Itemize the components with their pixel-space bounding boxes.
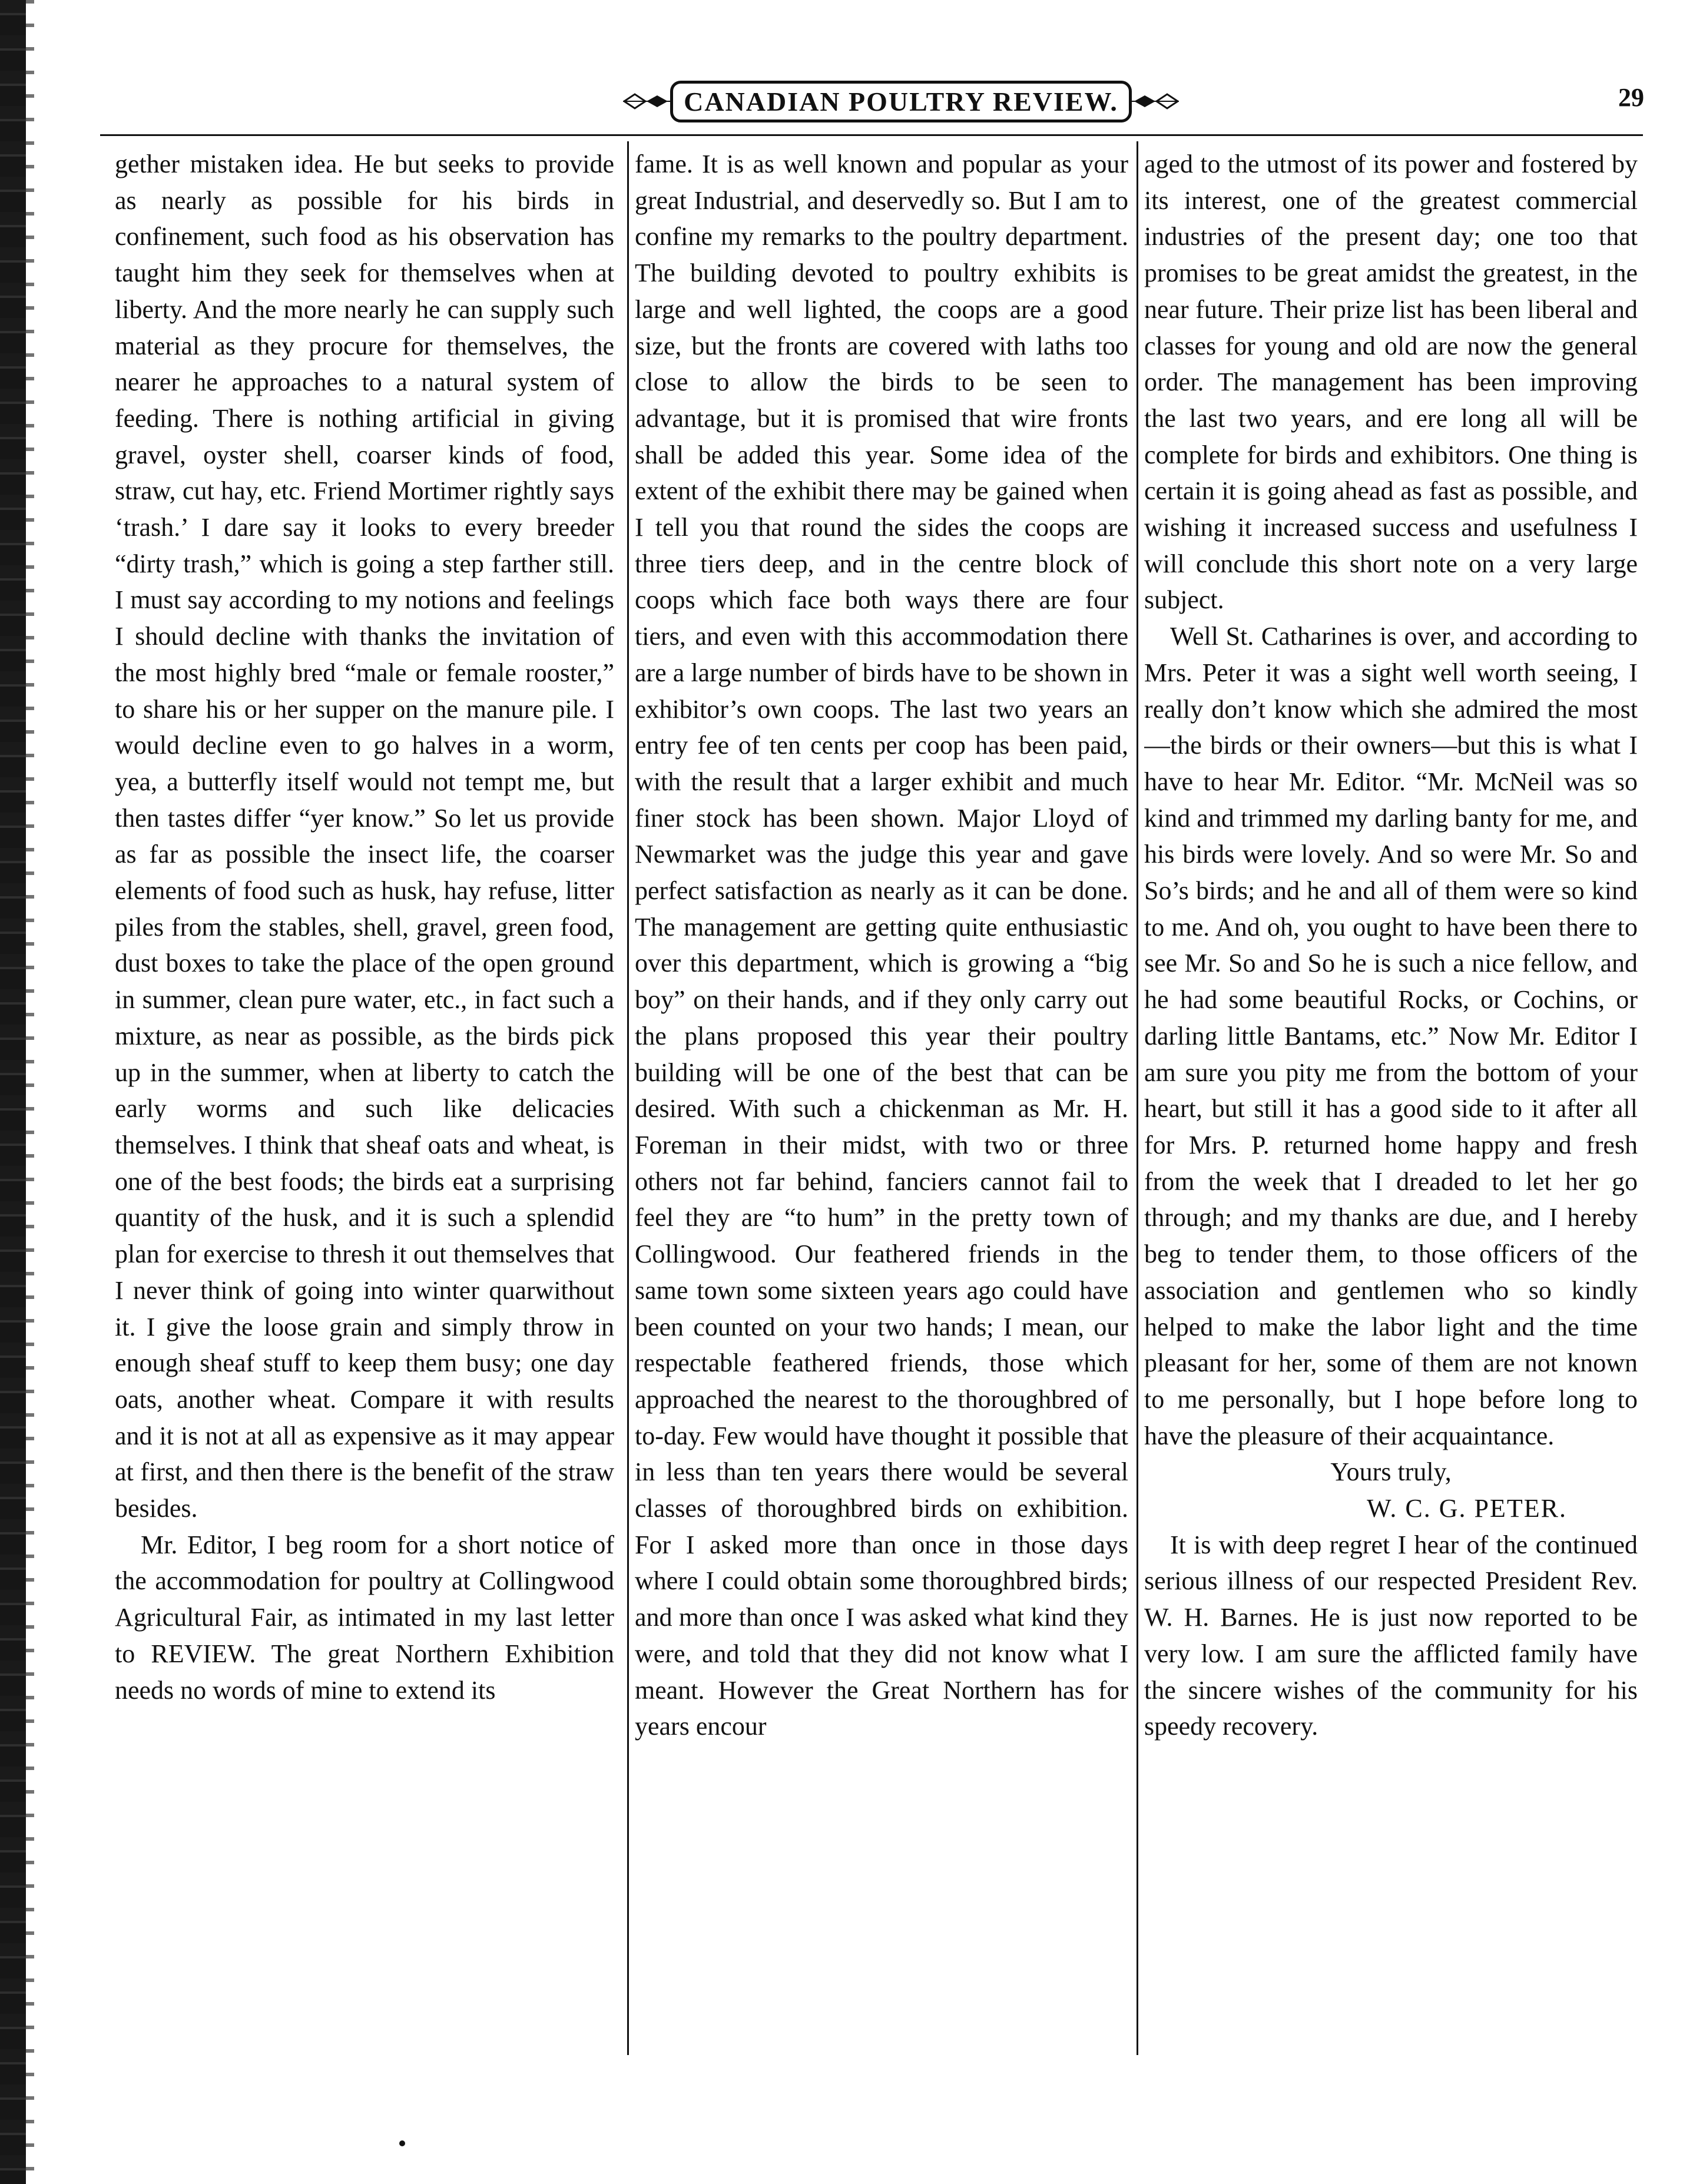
signature: W. C. G. PETER. [1366,1494,1567,1523]
page-number: 29 [1618,83,1644,112]
paragraph: aged to the utmost of its power and fostered by its interest, one of the greatest commercial industries of the present day; one too that promises to be great amidst the greatest, in the near future. Their prize list has been liberal and classes for young and old are now the general order. The management has been improving the last two years, and ere long all will be complete for birds and exhibitors. One thing is certain it is going ahead as fast as possible, and wishing it increased success and usefulness I will conclude this short note on a very large subject. [1144,150,1638,615]
binding-shadow [26,0,34,2184]
print-speck [399,2140,405,2146]
paragraph: fame. It is as well known and popular as your great Industrial, and deservedly so. But I am to confine my remarks to the poultry department. The building devoted to poultry exhibits is large and well lighted, the coops are a good size, but the fronts are covered with laths too close to allow the birds to be seen to advantage, but it is promised that wire fronts shall be added this year. Some idea of the extent of the exhibit there may be gained when I tell you that round the sides the coops are three tiers deep, and in the centre block of coops which face both ways there are four tiers, and even with this accommodation there are a large number of birds have to be shown in exhibitor’s own coops. The last two years an entry fee of ten cents per coop has been paid, with the result that a larger exhibit and much finer stock has been shown. Major Lloyd of Newmarket was the judge this year and gave perfect satisfaction as nearly as it can be done. The management are getting quite enthusiastic over this department, which is growing a “big boy” on their hands, and if they only carry out the plans proposed this year their poultry building will be one of the best that can be desired. With such a chickenman as Mr. H. Foreman in their midst, with two or three others not far behind, fanciers cannot fail to feel they are “to hum” in the pretty town of Collingwood. Our feathered friends in the same town some sixteen years ago could have been counted on your two hands; I mean, our respectable feathered friends, those which approached the nearest to the thoroughbred of to-day. Few would have thought it possible that in less than ten years there would be several classes of thoroughbred birds on exhibition. For I asked more than once in those days where I could obtain some thoroughbred birds; and more than once I was asked what kind they were, and told that they did not know what I meant. However the Great Northern has for years encour [635,150,1128,1741]
column-1 [115,146,614,2060]
masthead [618,77,1184,126]
postscript: It is with deep regret I hear of the continued serious illness of our respected President Rev. W. H. Barnes. He is just now reported to be very low. I am sure the afflicted family have the sincere wishes of the community for his speedy recovery. [1144,1530,1638,1741]
paragraph: gether mistaken idea. He but seeks to provide as nearly as possible for his birds in confinement, such food as his observation has taught him they seek for themselves when at liberty. And the more nearly he can supply such material as they procure for themselves, the nearer he approaches to a natural system of feeding. There is nothing artificial in giving gravel, oyster shell, coarser kinds of food, straw, cut hay, etc. Friend Mortimer rightly says ‘trash.’ I dare say it looks to every breeder “dirty trash,” which is going a step farther still. I must say according to my notions and feelings I should decline with thanks the invitation of the most highly bred “male or female rooster,” to share his or her supper on the manure pile. I would decline even to go halves in a worm, yea, a butterfly itself would not tempt me, but then tastes differ “yer know.” So let us provide as far as possible the insect life, the coarser elements of food such as husk, hay refuse, litter piles from the stables, shell, gravel, green food, dust boxes to take the place of the open ground in summer, clean pure water, etc., in fact such a mixture, as near as possible, as the birds pick up in the summer, when at liberty to catch the early worms and such like delicacies themselves. I think that sheaf oats and wheat, is one of the best foods; the birds eat a surprising quantity of the husk, and it is such a splendid plan for exercise to thresh it out themselves that I never think of going into winter quarwithout it. I give the loose grain and simply throw in enough sheaf stuff to keep them busy; one day oats, another wheat. Compare it with results and it is not at all as expensive as it may appear at first, and then there is the benefit of the straw besides. [115,150,614,1523]
column-3 [1144,146,1638,2060]
left-ornament-icon [623,90,670,113]
right-ornament-icon [1132,90,1179,113]
column-2 [635,146,1128,2060]
column-divider [1137,141,1138,2055]
paragraph: Well St. Catharines is over, and according to Mrs. Peter it was a sight well worth seeing, I really don’t know which she admired the most—the birds or their owners—but this is what I have to hear Mr. Editor. “Mr. McNeil was so kind and trimmed my darling banty for me, and his birds were lovely. And so were Mr. So and So’s birds; and he and all of them were so kind to me. And oh, you ought to have been there to see Mr. So and So he is such a nice fellow, and he had some beautiful Rocks, or Cochins, or darling little Bantams, etc.” Now Mr. Editor I am sure you pity me from the bottom of your heart, but still it has a good side to it after all for Mrs. P. returned home happy and fresh from the week that I dreaded to let her go through; and my thanks are due, and I hereby beg to tender them, to those officers of the association and gentlemen who so kindly helped to make the labor light and the time pleasant for her, some of them are not known to me personally, but I hope before long to have the pleasure of their acquaintance. [1144,622,1638,1450]
header-rule [100,134,1643,136]
binding-edge [0,0,26,2184]
column-divider [627,141,629,2055]
masthead-title: CANADIAN POULTRY REVIEW. [670,81,1132,122]
closing: Yours truly, [1330,1457,1452,1487]
paragraph: Mr. Editor, I beg room for a short notice of the accommodation for poultry at Collingwood Agricultural Fair, as intimated in my last letter to REVIEW. The great Northern Exhibition needs no words of mine to extend its [115,1530,614,1705]
